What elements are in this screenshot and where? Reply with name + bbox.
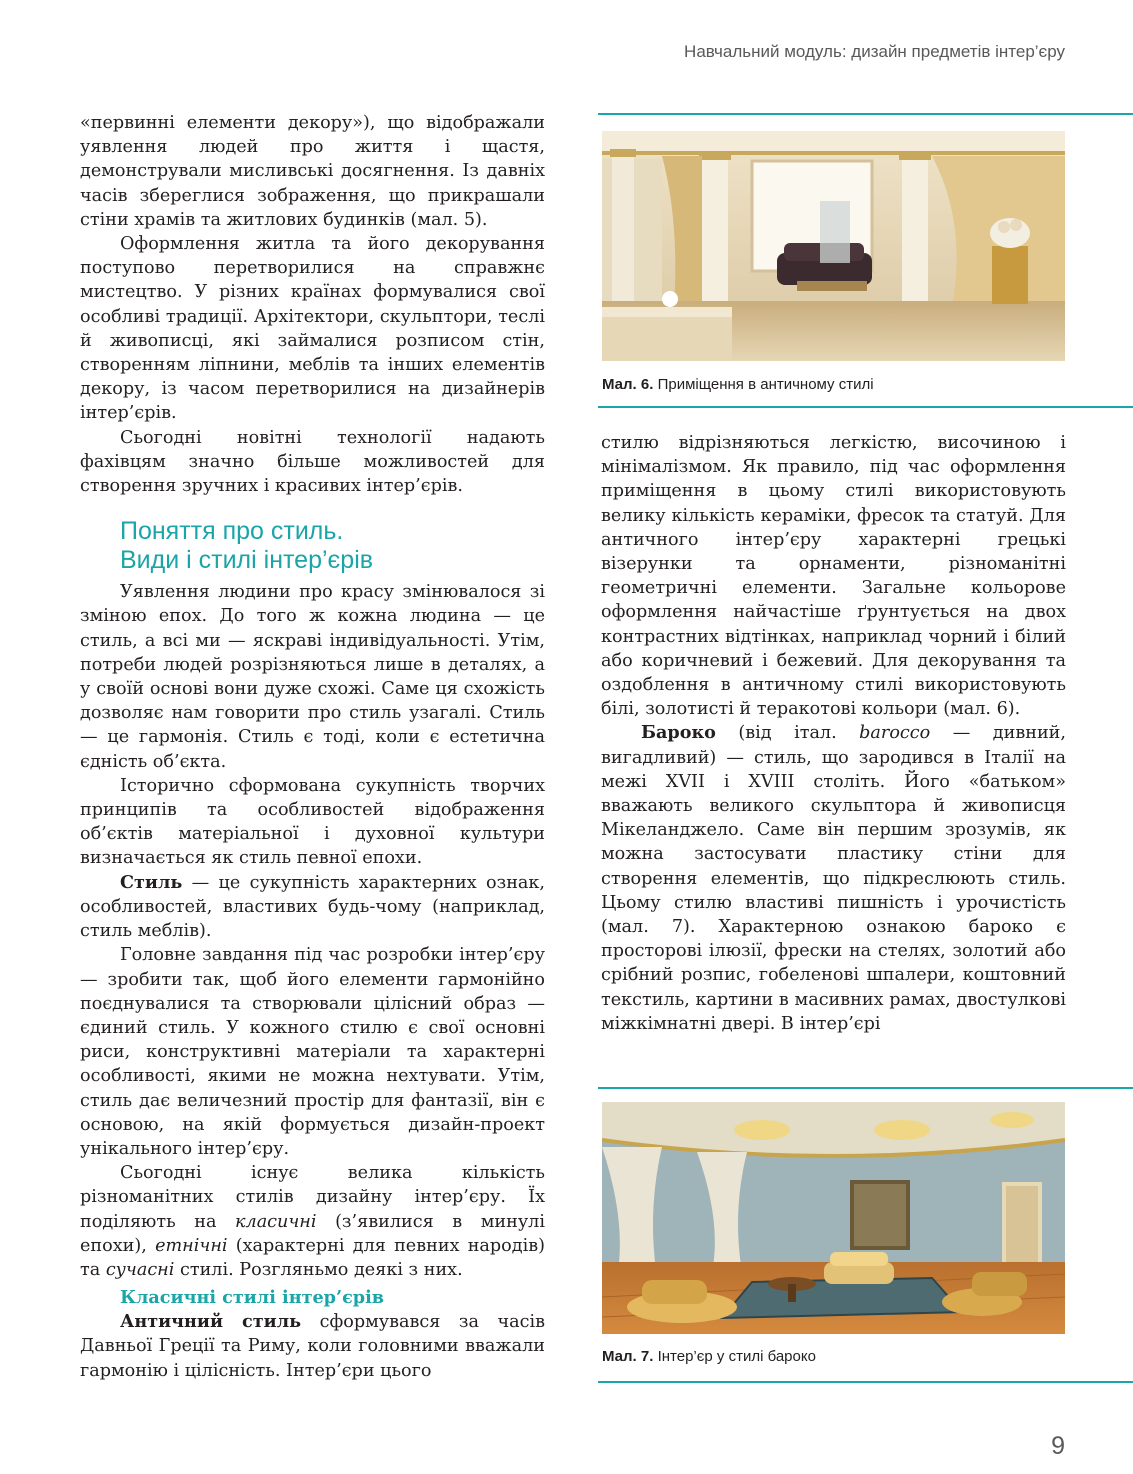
right-column [601, 431, 1066, 1036]
figure6-caption [602, 376, 874, 393]
text-run: (характерні для певних народів) та [80, 1235, 546, 1280]
sub-heading: Класичні стилі інтер’єрів [120, 1287, 385, 1309]
term-modern: сучасні [105, 1259, 175, 1280]
text-run: (з’явилися в минулі епохи), [80, 1211, 545, 1256]
figure6-image [602, 131, 1065, 361]
baroque-interior-illustration [602, 1102, 1065, 1334]
antique-interior-illustration [602, 131, 1065, 361]
baroque-paragraph [601, 721, 1066, 1036]
paragraph: Головне завдання під час розробки інтер’єру — зробити так, щоб його елементи гармонійно поєднувалися та створювали цілісний образ — єдиний стиль. У кожного стилю є свої основні риси, конструктивні матеріали та характерні особливості, якими не можна нехтувати. Утім, стиль дає величезний простір для фантазії, він є основою, на якій формується дизайн-проект унікального інтер’єру. [80, 945, 545, 1159]
figure7-caption-text: Інтер’єр у стилі бароко [653, 1348, 816, 1365]
term-style: Стиль [120, 871, 183, 893]
term-baroque: Бароко [641, 722, 716, 744]
paragraph: Уявлення людини про красу змінювалося зі зміною епох. До того ж кожна людина — це стиль, а всі ми — яскраві індивідуальності. Утім, потреби людей розрізняються лише в деталях, а у своїй основі вони дуже схожі. Саме ця схожість дозволяє нам говорити про стиль узагалі. Стиль — це гармонія. Стиль є тоді, коли є естетична єдність об’єкта. [80, 582, 545, 772]
section-heading-line2: Види і стилі інтер’єрів [120, 546, 374, 575]
styles-paragraph [80, 1161, 545, 1282]
paragraph: стилю відрізняються легкістю, височиною і мінімалізмом. Як правило, під час оформлення приміщення в цьому стилі використовують велику кількість кераміки, фресок та статуй. Для античного інтер’єру характерні грецькі візерунки та орнаменти, різноманітні геометричні елементи. Загальне кольорове оформлення найчастіше ґрунтується на двох контрастних відтінках, наприклад чорний і білий або коричневий і бежевий. Для декорування та оздоблення в античному стилі використовують білі, золотисті й теракотові кольори (мал. 6). [601, 433, 1066, 720]
style-definition [80, 871, 545, 944]
figure7-label: Мал. 7. [602, 1348, 654, 1365]
term-antique: Античний стиль [120, 1311, 302, 1333]
text-run: Сьогодні існує велика кількість різноманітних стилів дизайну інтер’єру. Їх поділяють на [80, 1163, 545, 1232]
text-run: (від італ. [715, 723, 860, 744]
definition-text: — це сукупність характерних ознак, особливостей, властивих будь-чому (наприклад, стиль меблів). [80, 872, 545, 942]
term-classic: класичні [234, 1211, 317, 1232]
page-number: 9 [1051, 1432, 1065, 1460]
running-header: Навчальний модуль: дизайн предметів інтер’єру [684, 42, 1065, 61]
text-run: — дивний, вигадливий) — стиль, що зародився в Італії на межі XVII і XVIII століть. Його «батьком» вважають великого скульптора й живописця Мікеланджело. Саме він першим зрозумів, як можна застосувати пластику стіни для створення елементів, що підкреслюють стиль. Цьому стилю властиві пишність і урочистість (мал. 7). Характерною ознакою бароко є просторові ілюзії, фрески на стелях, золотий або срібний розпис, гобеленові шпалери, коштовний текстиль, картини в масивних рамах, двостулкові міжкімнатні двері. В інтер’єрі [601, 723, 1066, 1034]
section-heading-line1: Поняття про стиль. [120, 517, 344, 546]
text-run: сформувався за часів Давньої Греції та Риму, коли головними вважали гармонію і цілісність. Інтер’єри цього [80, 1312, 545, 1381]
term-ethnic: етнічні [155, 1235, 228, 1256]
figure7-top-rule [598, 1087, 1133, 1089]
antique-paragraph [80, 1310, 545, 1383]
figure6-bottom-rule [598, 406, 1133, 408]
text-run: стилі. Розгляньмо деякі з них. [174, 1259, 463, 1280]
figure7-bottom-rule [598, 1381, 1133, 1383]
figure7-caption [602, 1348, 816, 1365]
figure6-label: Мал. 6. [602, 376, 654, 393]
term-barocco: barocco [859, 723, 931, 744]
paragraph: Оформлення житла та його декорування поступово перетворилися на справжнє мистецтво. У різних країнах формувалися свої особливі традиції. Архітектори, скульптори, теслі й живописці, які займалися розписом стін, створенням ліпнини, меблів та інших елементів декору, із часом перетворилися на дизайнерів інтер’єрів. [80, 234, 545, 424]
figure6-top-rule [598, 113, 1133, 115]
paragraph: Сьогодні новітні технології надають фахівцям значно більше можливостей для створення зручних і красивих інтер’єрів. [80, 427, 545, 497]
section-heading [120, 517, 545, 575]
figure7-image [602, 1102, 1065, 1334]
paragraph: Історично сформована сукупність творчих принципів та особливостей відображення об’єктів матеріальної і духовної культури визначається як стиль певної епохи. [80, 775, 545, 869]
figure6-caption-text: Приміщення в античному стилі [653, 376, 874, 393]
left-column [80, 111, 545, 1383]
paragraph: «первинні елементи декору»), що відображали уявлення людей про життя і щастя, демонстрували мисливські досягнення. Із давніх часів збереглися зображення, що прикрашали стіни храмів та житлових будинків (мал. 5). [80, 113, 545, 230]
